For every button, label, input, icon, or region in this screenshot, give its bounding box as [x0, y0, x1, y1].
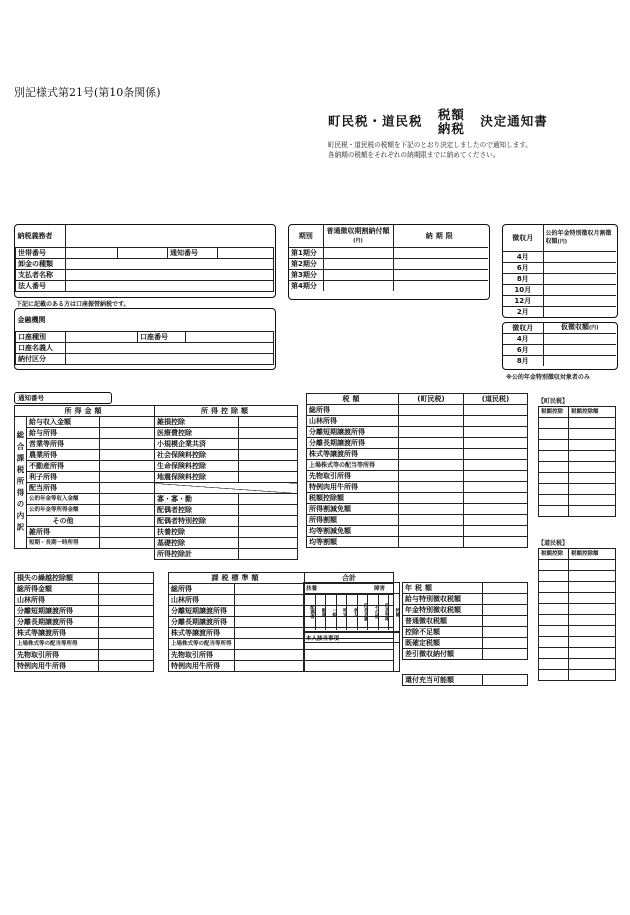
form-number-label: 別記様式第21号(第10条関係)	[14, 86, 161, 99]
deduction-row: 雑損控除	[155, 417, 239, 428]
bottom-left-row: 損失の繰越控除額	[15, 573, 99, 584]
sashihiki-label: 差引徴収納付額	[403, 649, 483, 660]
shiharaisha-label: 支払者名称	[16, 270, 66, 281]
intro-line-2: 各納期の税額をそれぞれの納期限までに納めてください。	[328, 151, 500, 159]
income-row: 公的年金等所得金額	[27, 505, 100, 516]
pension-month: 12月	[503, 296, 543, 307]
pension-month: 2月	[503, 307, 543, 318]
nozeigimusha-label: 納税義務者	[16, 225, 66, 248]
tax-base-title: 課税標準額	[169, 573, 305, 584]
pension-month: 4月	[503, 252, 543, 263]
schedule-h-deadline: 納期限	[393, 225, 488, 248]
bottom-mid-row: 分離長期譲渡所得	[169, 617, 235, 628]
bottom-right-row: 還付充当可能額	[403, 675, 483, 686]
bottom-left-row: 先物取引所得	[15, 650, 99, 661]
bottom-left-row: 山林所得	[15, 595, 99, 606]
nengaku-label: 年税額	[403, 583, 483, 594]
fuyo-sub-label: 老人	[346, 594, 358, 630]
bottom-left-row: 特例肉用牛所得	[15, 661, 99, 672]
bank-note: 下記に記載のある方は口座振替納税です。	[16, 301, 130, 308]
deduction-row: 医療費控除	[155, 428, 239, 439]
income-row: 給与所得	[27, 428, 100, 439]
deduction-row: 地震保険料控除	[155, 472, 239, 483]
gokei-label: 合計	[305, 573, 394, 584]
bottom-right-row: 給与特別徴収税額	[403, 594, 483, 605]
col-pref-header: (道民税)	[464, 394, 528, 405]
pref-side-head-1: 税額控除	[539, 549, 569, 560]
income-row: 雑所得	[27, 527, 100, 538]
schedule-h-kibetsu: 期別	[289, 225, 323, 248]
pension-h-amount	[543, 225, 616, 252]
pension-h2-amount	[543, 323, 616, 334]
tax-row: 分離短期譲渡所得	[307, 427, 399, 438]
deduction-row: 扶養控除	[155, 527, 239, 538]
shogai-label: 障害	[374, 586, 386, 592]
deduction-row: 寡・寡・勤	[155, 494, 239, 505]
fuyo-sub-label: 同居特障	[378, 594, 390, 630]
tax-row: 総所得	[307, 405, 399, 416]
bottom-left-row: 分離短期譲渡所得	[15, 606, 99, 617]
pref-deduction-table	[538, 548, 616, 681]
town-deduction-table	[538, 406, 616, 517]
fuyo-sub-label: 特定	[336, 594, 348, 630]
page-title	[328, 108, 548, 136]
deduction-row: 所得控除計	[155, 549, 239, 560]
detail-tax-table	[306, 393, 528, 548]
tax-row: 所得割減免額	[307, 504, 399, 515]
tax-row: 均等割額	[307, 537, 399, 548]
taxpayer-table	[15, 225, 274, 292]
fuyo-sub-label: 一般	[325, 594, 337, 630]
tax-row: 先物取引所得	[307, 471, 399, 482]
tax-row: 所得割額	[307, 515, 399, 526]
fuyo-label: 扶養	[306, 586, 318, 592]
bottom-mid-row: 先物取引所得	[169, 650, 235, 661]
pension-month: 10月	[503, 285, 543, 296]
pref-side-head-2: 税額控除額	[569, 549, 616, 560]
fuyo-sub-label: その他	[367, 594, 379, 630]
fuyo-grid	[303, 582, 400, 632]
bottom-right-row: 控除不足額	[403, 627, 483, 638]
bottom-right-row: 普通徴収税額	[403, 616, 483, 627]
nofu-label: 納付区分	[16, 354, 66, 365]
detail-tsuchi-label: 通知番号	[18, 394, 44, 402]
deduction-row: 配偶者控除	[155, 505, 239, 516]
title-stack-bottom: 納税	[437, 121, 465, 136]
col-town-header: (町民税)	[399, 394, 464, 405]
detail-left-table	[14, 405, 298, 560]
tax-row: 分離長期譲渡所得	[307, 438, 399, 449]
income-row: 不動産所得	[27, 461, 100, 472]
schedule-row: 第3期分	[289, 270, 323, 281]
town-title: 【町民税】	[538, 398, 569, 405]
pension-note: ※公的年金特別徴収対象者のみ	[506, 374, 590, 381]
pension-h2-month: 徴収月	[503, 323, 543, 334]
schedule-row: 第2期分	[289, 259, 323, 270]
deduction-row: 配偶者特別控除	[155, 516, 239, 527]
deduction-blank-row	[155, 483, 298, 494]
intro-line-1: 町民税・道民税の税額を下記のとおり決定しましたので通知します。	[328, 141, 532, 149]
setai-label: 世帯番号	[16, 248, 66, 259]
income-row: その他	[27, 516, 100, 527]
schedule-h-yen: (円)	[353, 237, 363, 244]
income-row: 給与収入金額	[27, 417, 100, 428]
tax-row: 均等割減免額	[307, 526, 399, 537]
bottom-left-row: 分離長期譲渡所得	[15, 617, 99, 628]
shiharaikin-label: 卸金の種類	[16, 259, 66, 270]
income-row: 営業等所得	[27, 439, 100, 450]
schedule-row: 第1期分	[289, 248, 323, 259]
deduction-row: 小規模企業共済	[155, 439, 239, 450]
bank-table	[15, 309, 274, 365]
koza-bango-label: 口座番号	[138, 332, 186, 343]
title-stack-top: 税額	[437, 107, 465, 122]
bottom-right-row: 既確定税額	[403, 638, 483, 649]
bottom-right-table	[402, 582, 528, 686]
bottom-mid-row: 上場株式等の配当等所得	[169, 639, 235, 650]
pension-h2-amount-text: 仮徴収額	[560, 323, 589, 331]
hojin-label: 法人番号	[16, 281, 66, 292]
title-stack	[438, 108, 465, 136]
pension-month-2: 6月	[503, 345, 543, 356]
meigi-label: 口座名義人	[16, 343, 66, 354]
bottom-mid-row: 山林所得	[169, 595, 235, 606]
bottom-mid-row: 株式等譲渡所得	[169, 628, 235, 639]
kinyu-label: 金融機関	[16, 309, 66, 332]
pension-month-2: 8月	[503, 356, 543, 367]
pension-table-2	[503, 323, 616, 366]
tax-row: 株式等譲渡所得	[307, 449, 399, 460]
income-row: 配当所得	[27, 483, 100, 494]
title-part1: 町民税・道民税	[328, 113, 423, 129]
schedule-row: 第4期分	[289, 281, 323, 292]
deduction-row: 生命保険料控除	[155, 461, 239, 472]
tsuchi-label: 通知番号	[168, 248, 218, 259]
bottom-right-row: 年金特別徴収税額	[403, 605, 483, 616]
pension-h-month: 徴収月	[503, 225, 543, 252]
deduction-row: 基礎控除	[155, 538, 239, 549]
fuyo-sub-label: 特障	[388, 594, 400, 630]
title-part2: 決定通知書	[480, 113, 548, 129]
tax-row: 山林所得	[307, 416, 399, 427]
fuyo-sub-label: 配偶	[315, 594, 327, 630]
income-row: 農業所得	[27, 450, 100, 461]
pension-month: 8月	[503, 274, 543, 285]
bottom-left-row: 上場株式等の配当等所得	[15, 639, 99, 650]
pension-h-yen: (円)	[557, 239, 568, 245]
side-label: 総合課税所得の内訳	[15, 417, 27, 549]
pension-table-1	[503, 225, 616, 317]
bottom-left-table	[14, 572, 154, 672]
income-row: 公的年金等収入金額	[27, 494, 100, 505]
bottom-mid-row: 総所得	[169, 584, 235, 595]
schedule-h-amount-text: 普通徴収期割納付額	[326, 226, 390, 235]
col-tax-header: 税額	[307, 394, 399, 405]
town-side-head-1: 税額控除	[539, 407, 569, 418]
schedule-h-amount	[323, 225, 393, 248]
tax-row: 税額控除額	[307, 493, 399, 504]
fuyo-sub-label: 同居老親	[357, 594, 369, 630]
bottom-mid-row: 分離短期譲渡所得	[169, 606, 235, 617]
pension-month-2: 4月	[503, 334, 543, 345]
koza-shubetsu-label: 口座種別	[16, 332, 66, 343]
pref-title: 【道民税】	[538, 540, 569, 547]
bottom-left-row: 総所得金額	[15, 584, 99, 595]
fuyo-sub-label: 配偶者	[309, 605, 315, 619]
pension-h2-yen: (円)	[588, 325, 599, 331]
honin-label: 本人該当事項	[306, 636, 340, 642]
pension-h-amount-text: 公的年金特別徴収月割徴収額	[545, 230, 612, 245]
bottom-left-row: 株式等譲渡所得	[15, 628, 99, 639]
income-row: 利子所得	[27, 472, 100, 483]
town-side-head-2: 税額控除額	[569, 407, 616, 418]
col-deduction-header: 所得控除額	[155, 406, 298, 417]
honin-box	[303, 632, 400, 672]
pension-month: 6月	[503, 263, 543, 274]
tax-row: 特例肉用牛所得	[307, 482, 399, 493]
deduction-row: 社会保険料控除	[155, 450, 239, 461]
bottom-mid-row: 特例肉用牛所得	[169, 661, 235, 672]
schedule-table	[289, 225, 488, 291]
income-row: 短期・長期一時所得	[27, 538, 100, 549]
col-income-header: 所得金額	[15, 406, 155, 417]
tax-row: 上場株式等の配当等所得	[307, 460, 399, 471]
